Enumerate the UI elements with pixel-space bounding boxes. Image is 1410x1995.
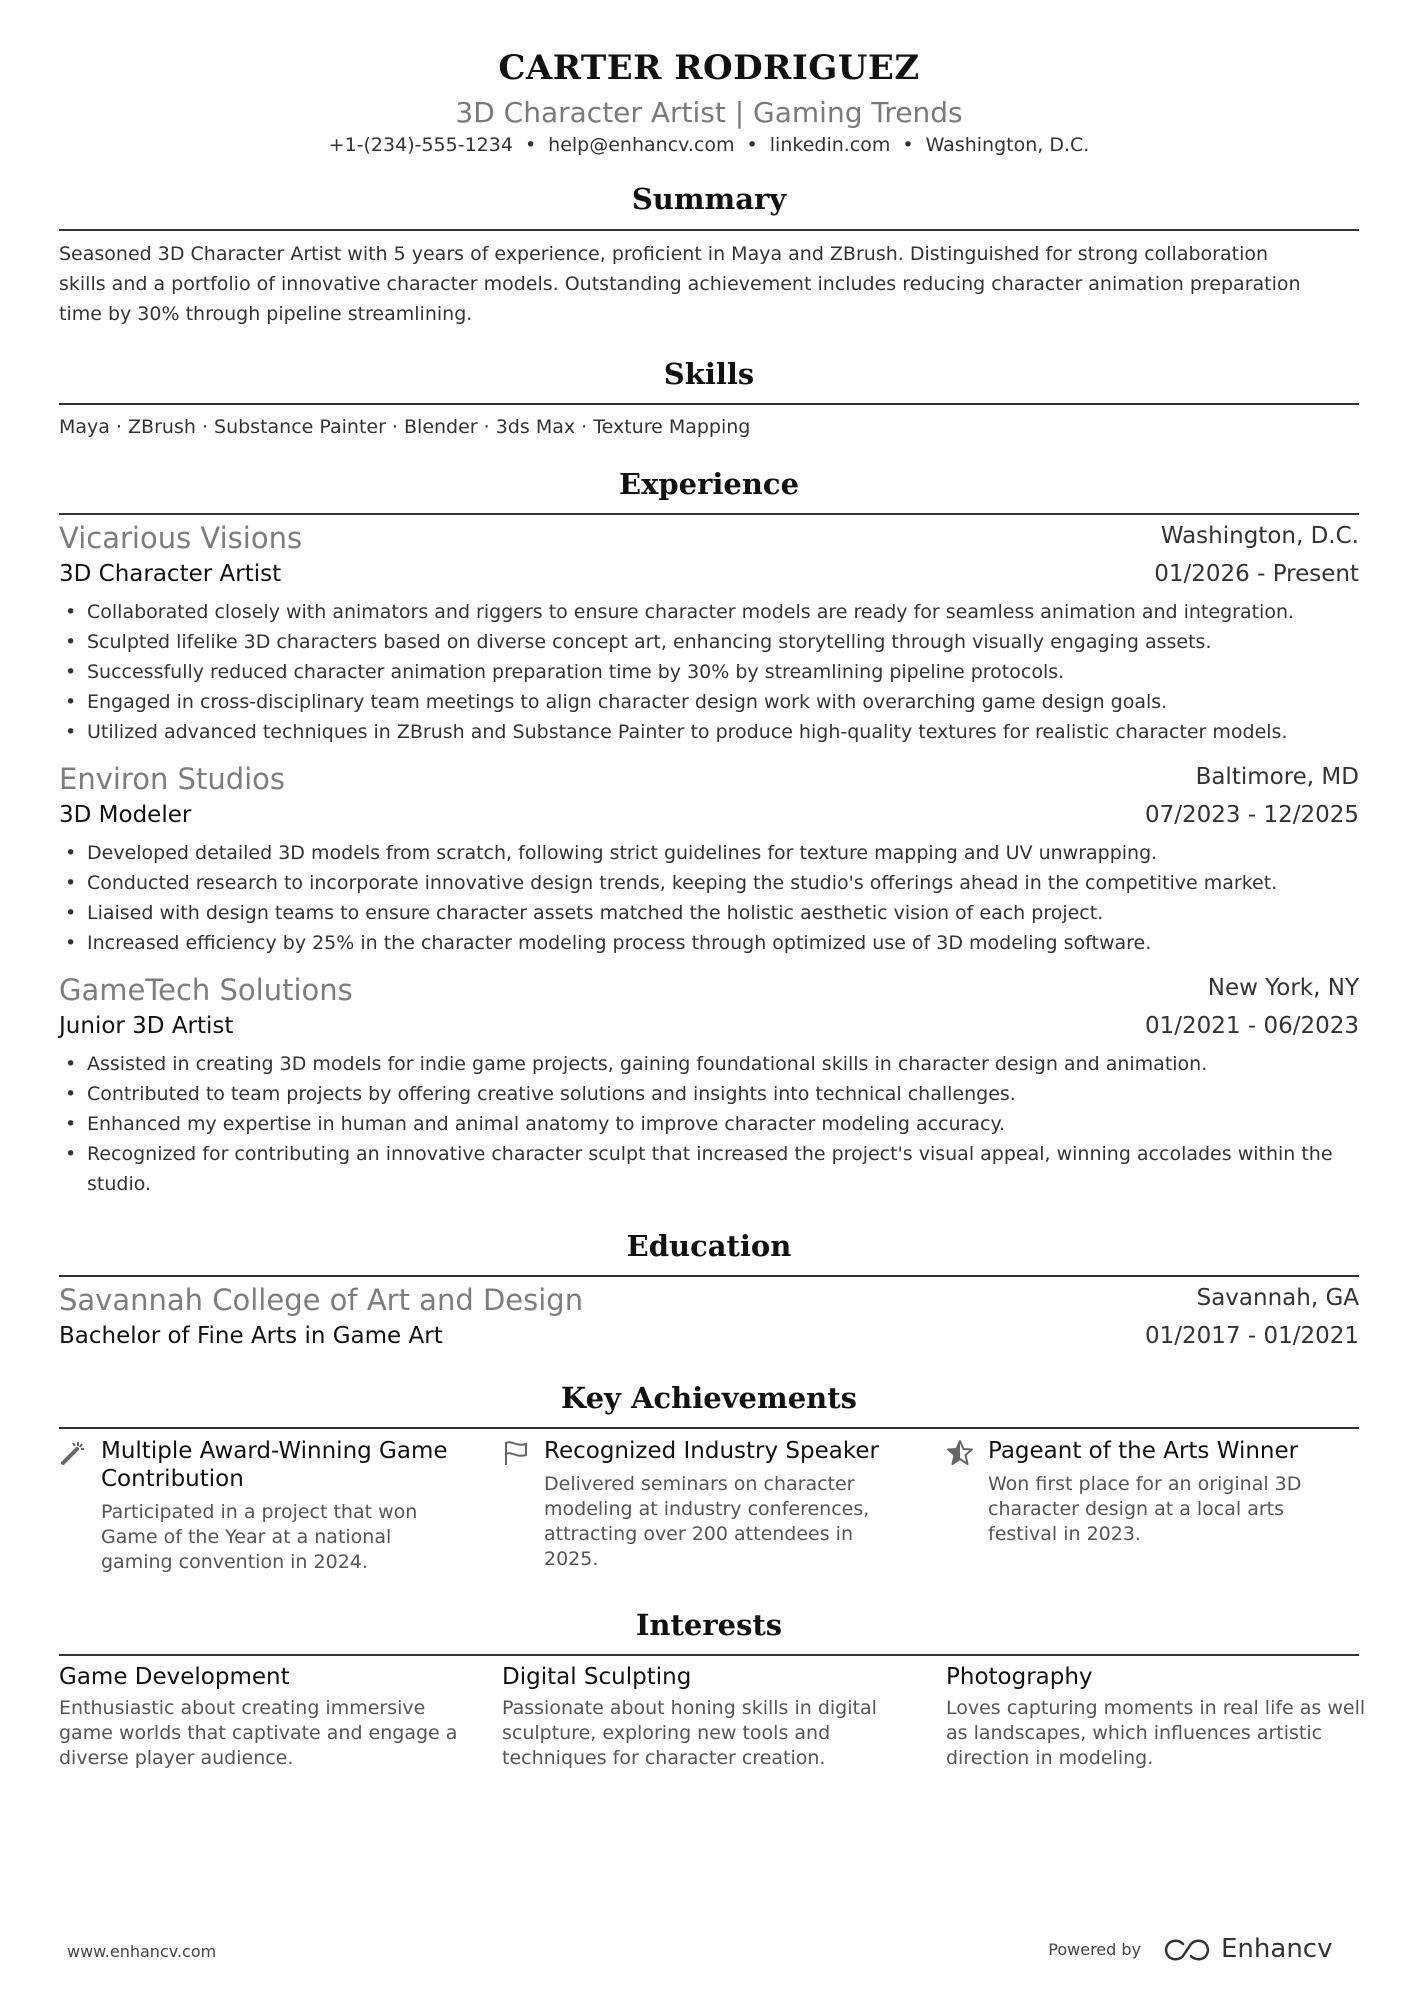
summary-line: Seasoned 3D Character Artist with 5 years of experience, proficient in Maya and ZBrush. Distinguished for strong collaboration [59,243,1269,265]
education-dates: 01/2017 - 01/2021 [1144,1323,1359,1349]
interest-title: Digital Sculpting [502,1664,692,1690]
achievement-description: Participated in a project that won Game of the Year at a national gaming convention in 2024. [101,1501,418,1573]
section-divider [59,403,1359,405]
job-dates: 01/2026 - Present [1154,561,1359,587]
list-item: • Enhanced my expertise in human and animal anatomy to improve character modeling accuracy. [59,1109,1359,1139]
interest-item [946,1662,1366,1771]
list-item: • Engaged in cross-disciplinary team meetings to align character design work with overarching game design goals. [59,687,1359,717]
enhancv-logo-icon [1161,1936,1213,1964]
achievement-title: Multiple Award-Winning Game Contribution [101,1438,448,1492]
summary-line: skills and a portfolio of innovative character models. Outstanding achievement includes reducing character animation preparation [59,273,1301,295]
job-location: New York, NY [1207,975,1359,1001]
section-divider [59,1427,1359,1429]
section-title-summary: Summary [631,182,787,216]
section-title-skills: Skills [663,357,755,391]
job-title: 3D Character Artist [59,561,282,587]
enhancv-brand-name: Enhancv [1221,1934,1333,1964]
section-title-interests: Interests [635,1608,783,1642]
candidate-headline: 3D Character Artist | Gaming Trends [455,96,963,129]
contact-email[interactable]: help@enhancv.com [548,134,735,156]
contact-linkedin[interactable]: linkedin.com [769,134,891,156]
company-name: Vicarious Visions [59,521,303,555]
list-item: • Utilized advanced techniques in ZBrush and Substance Painter to produce high-quality textures for realistic character models. [59,717,1359,747]
summary-text [59,239,1359,329]
candidate-name: CARTER RODRIGUEZ [498,48,920,88]
section-divider [59,229,1359,231]
job-location: Baltimore, MD [1195,764,1359,790]
list-item: • Recognized for contributing an innovative character sculpt that increased the project's visual appeal, winning accolades within the studio. [59,1139,1359,1199]
section-divider [59,513,1359,515]
list-item: • Developed detailed 3D models from scratch, following strict guidelines for texture mapping and UV unwrapping. [59,838,1359,868]
contact-separator: • [746,134,758,156]
company-name: GameTech Solutions [59,973,353,1007]
summary-line: time by 30% through pipeline streamlining. [59,303,473,325]
interest-title: Photography [946,1664,1093,1690]
interest-description: Enthusiastic about creating immersive game worlds that captivate and engage a diverse player audience. [59,1697,458,1769]
footer-website-link[interactable]: www.enhancv.com [67,1942,217,1961]
list-item: • Liaised with design teams to ensure character assets matched the holistic aesthetic vision of each project. [59,898,1359,928]
interest-item [502,1662,922,1771]
list-item: • Contributed to team projects by offering creative solutions and insights into technical challenges. [59,1079,1359,1109]
job-title: 3D Modeler [59,802,192,828]
powered-by-label: Powered by [1048,1940,1141,1959]
achievement-title: Recognized Industry Speaker [544,1438,879,1464]
interest-title: Game Development [59,1664,290,1690]
section-title-experience: Experience [618,467,800,501]
achievement-title: Pageant of the Arts Winner [988,1438,1299,1464]
enhancv-logo[interactable] [1161,1930,1341,1970]
job-bullets [59,1049,1359,1199]
list-item: • Increased efficiency by 25% in the character modeling process through optimized use of 3D modeling software. [59,928,1359,958]
list-item: • Assisted in creating 3D models for indie game projects, gaining foundational skills in character design and animation. [59,1049,1359,1079]
job-location: Washington, D.C. [1160,523,1359,549]
list-item: • Successfully reduced character animation preparation time by 30% by streamlining pipeline protocols. [59,657,1359,687]
job-bullets [59,597,1359,747]
school-name: Savannah College of Art and Design [59,1283,584,1317]
degree-title: Bachelor of Fine Arts in Game Art [59,1323,443,1349]
star-icon [946,1439,974,1467]
section-title-education: Education [626,1229,792,1263]
company-name: Environ Studios [59,762,286,796]
job-dates: 01/2021 - 06/2023 [1144,1013,1359,1039]
skills-list: Maya · ZBrush · Substance Painter · Blender · 3ds Max · Texture Mapping [59,416,751,438]
job-title: Junior 3D Artist [59,1013,234,1039]
job-dates: 07/2023 - 12/2025 [1144,802,1359,828]
contact-separator: • [902,134,914,156]
school-location: Savannah, GA [1196,1285,1359,1311]
magic-wand-icon [59,1439,87,1467]
list-item: • Conducted research to incorporate innovative design trends, keeping the studio's offerings ahead in the competitive market. [59,868,1359,898]
contact-line [59,134,1359,156]
flag-icon [502,1439,530,1467]
job-bullets [59,838,1359,958]
resume-page [59,0,1366,1995]
achievement-description: Won first place for an original 3D character design at a local arts festival in 2023. [988,1473,1302,1545]
interest-item [59,1662,479,1771]
achievement-description: Delivered seminars on character modeling at industry conferences, attracting over 200 attendees in 2025. [544,1473,870,1570]
section-divider [59,1275,1359,1277]
contact-phone[interactable]: +1-(234)-555-1234 [328,134,513,156]
contact-separator: • [524,134,537,156]
section-divider [59,1654,1359,1656]
section-title-achievements: Key Achievements [561,1381,857,1415]
list-item: • Sculpted lifelike 3D characters based on diverse concept art, enhancing storytelling through visually engaging assets. [59,627,1359,657]
interest-description: Loves capturing moments in real life as well as landscapes, which influences artistic direction in modeling. [946,1697,1366,1769]
interest-description: Passionate about honing skills in digital sculpture, exploring new tools and techniques for character creation. [502,1697,877,1769]
list-item: • Collaborated closely with animators and riggers to ensure character models are ready for seamless animation and integration. [59,597,1359,627]
footer-branding [921,1930,1341,1970]
contact-location: Washington, D.C. [925,134,1090,156]
